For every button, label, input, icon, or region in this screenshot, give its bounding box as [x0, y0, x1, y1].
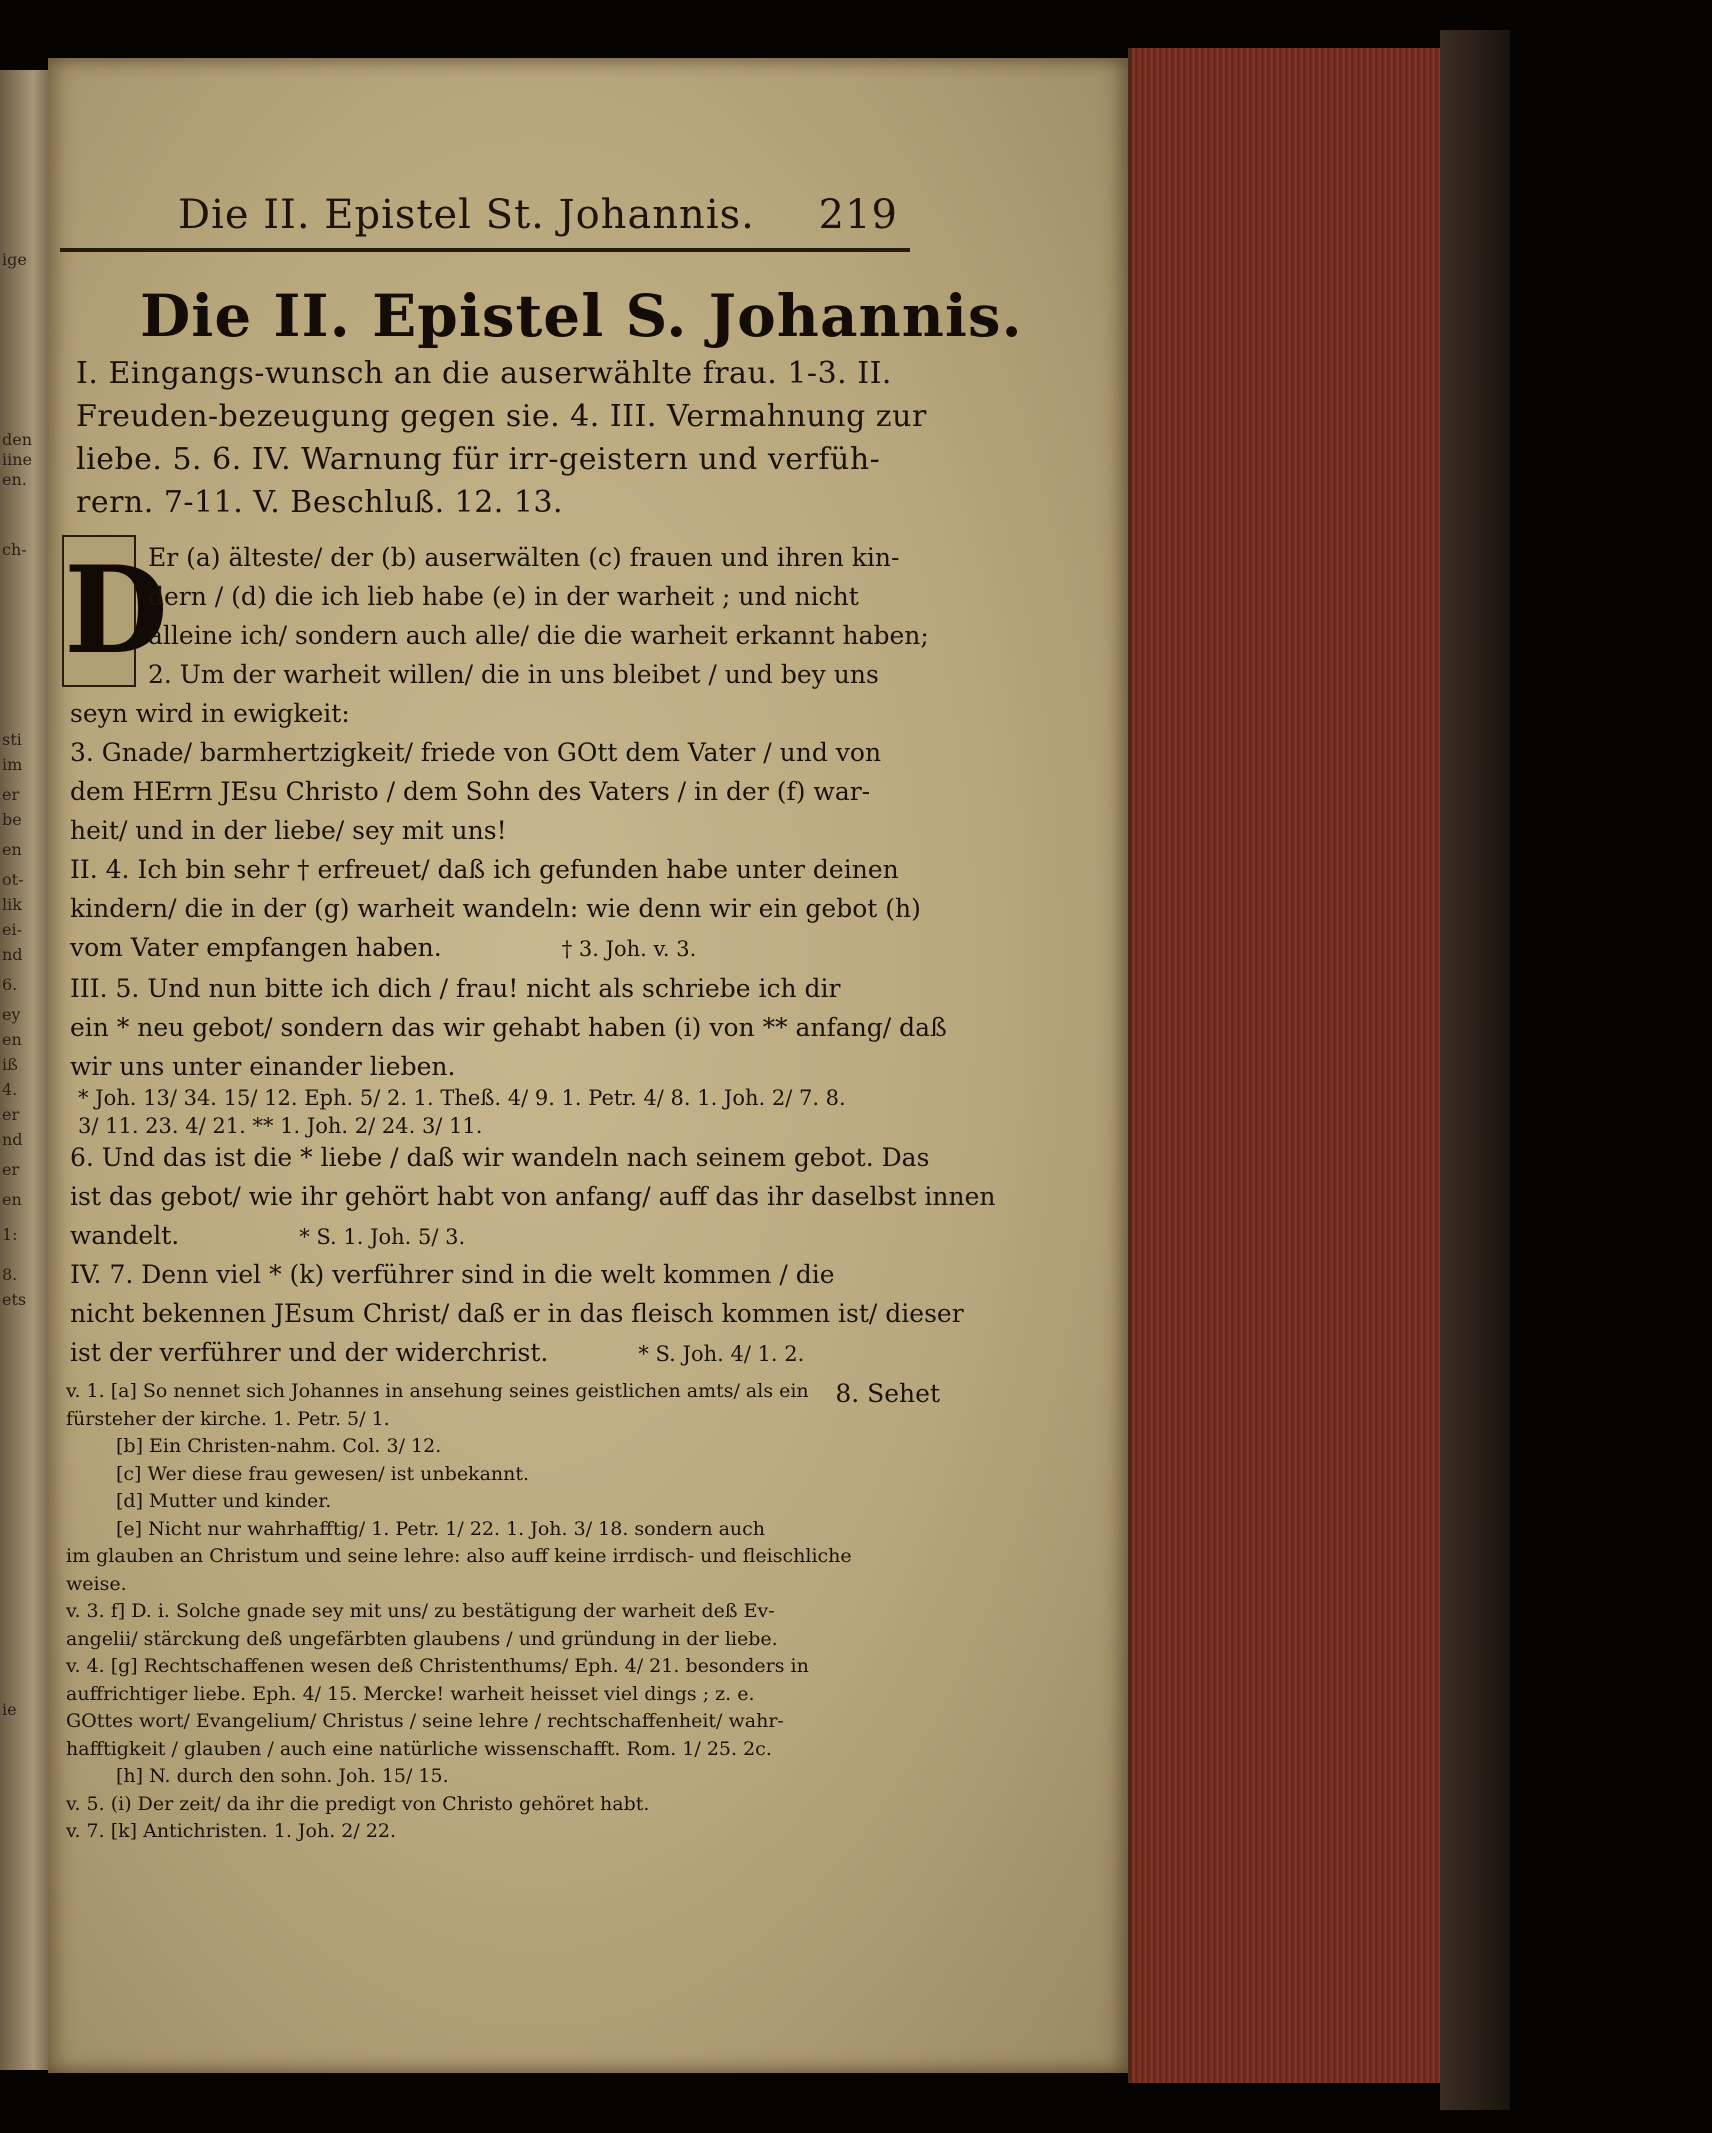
- page-edges: [1128, 48, 1484, 2083]
- footnote-line: [b] Ein Christen-nahm. Col. 3/ 12.: [116, 1435, 442, 1457]
- footnotes: [66, 1378, 966, 1846]
- summary-line: rern. 7-11. V. Beschluß. 12. 13.: [76, 485, 564, 520]
- verse-line: 2. Um der warheit willen/ die in uns bleibet / und bey uns: [148, 660, 879, 689]
- verse-text: wandelt.: [70, 1221, 180, 1250]
- facing-page-fragment: er: [2, 785, 20, 804]
- facing-page-fragment: 6.: [2, 975, 18, 994]
- facing-page-fragment: en: [2, 1190, 22, 1209]
- footnote-line: v. 1. [a] So nennet sich Johannes in ansehung seines geistlichen amts/ als ein: [66, 1380, 809, 1402]
- facing-page-fragment: ey: [2, 1005, 21, 1024]
- footnote-line: auffrichtiger liebe. Eph. 4/ 15. Mercke! warheit heisset viel dings ; z. e.: [66, 1682, 755, 1705]
- footnote-line: hafftigkeit / glauben / auch eine natürliche wissenschafft. Rom. 1/ 25. 2c.: [66, 1737, 772, 1760]
- facing-page-fragment: nd: [2, 945, 23, 964]
- cross-reference: 3/ 11. 23. 4/ 21. ** 1. Joh. 2/ 24. 3/ 11.: [78, 1114, 483, 1138]
- cross-reference: * S. Joh. 4/ 1. 2.: [638, 1342, 805, 1366]
- facing-page-fragment: iine: [2, 450, 33, 469]
- verse-text: ist der verführer und der widerchrist.: [70, 1338, 549, 1367]
- verse-line: [70, 928, 950, 969]
- running-head: [178, 192, 898, 238]
- chapter-title: Die II. Epistel S. Johannis.: [140, 282, 1023, 350]
- verse-line: seyn wird in ewigkeit:: [70, 699, 350, 728]
- footnote-line: v. 7. [k] Antichristen. 1. Joh. 2/ 22.: [66, 1820, 397, 1842]
- footnote-line: GOttes wort/ Evangelium/ Christus / seine lehre / rechtschaffenheit/ wahr-: [66, 1710, 784, 1732]
- verse-line: [70, 1216, 950, 1257]
- verse-6: [70, 1138, 996, 1257]
- facing-page-fragment: lik: [2, 895, 22, 914]
- footnote-line: [h] N. durch den sohn. Joh. 15/ 15.: [116, 1765, 449, 1787]
- facing-page-fragment: er: [2, 1160, 20, 1179]
- footnote-line: weise.: [66, 1572, 127, 1595]
- verse-line: ein * neu gebot/ sondern das wir gehabt haben (i) von ** anfang/ daß: [70, 1013, 947, 1042]
- footnote-line: fürsteher der kirche. 1. Petr. 5/ 1.: [66, 1407, 390, 1430]
- verse-line: III. 5. Und nun bitte ich dich / frau! nicht als schriebe ich dir: [70, 974, 841, 1003]
- facing-page-fragment: ige: [2, 250, 27, 269]
- facing-page-fragment: ets: [2, 1290, 27, 1309]
- footnote-line: [e] Nicht nur wahrhafftig/ 1. Petr. 1/ 22. 1. Joh. 3/ 18. sondern auch: [116, 1517, 766, 1540]
- facing-page-fragment: den: [2, 430, 33, 449]
- footnote-line: [d] Mutter und kinder.: [116, 1490, 332, 1512]
- chapter-summary: [76, 352, 936, 524]
- verses-3-5: [70, 733, 950, 1086]
- verse-line: ist das gebot/ wie ihr gehört habt von anfang/ auff das ihr daselbst innen: [70, 1182, 996, 1211]
- cross-references-verse-5: [70, 1084, 950, 1140]
- facing-page-fragment: en: [2, 1030, 22, 1049]
- cross-reference: * S. 1. Joh. 5/ 3.: [299, 1225, 466, 1249]
- facing-page-fragment: sti: [2, 730, 22, 749]
- footnote-line: v. 5. (i) Der zeit/ da ihr die predigt von Christo gehöret habt.: [66, 1792, 650, 1815]
- book-cover: [1440, 30, 1510, 2110]
- footnote-line: v. 4. [g] Rechtschaffenen wesen deß Christenthums/ Eph. 4/ 21. besonders in: [66, 1655, 809, 1677]
- summary-line: Freuden-bezeugung gegen sie. 4. III. Vermahnung zur: [76, 399, 927, 434]
- facing-page-fragment: im: [2, 755, 23, 774]
- header-rule: [60, 248, 910, 252]
- cross-reference: † 3. Joh. v. 3.: [561, 937, 697, 961]
- verse-line: 3. Gnade/ barmhertzigkeit/ friede von GOtt dem Vater / und von: [70, 738, 882, 767]
- facing-page-fragment: 8.: [2, 1265, 18, 1284]
- verse-line: IV. 7. Denn viel * (k) verführer sind in die welt kommen / die: [70, 1260, 835, 1289]
- facing-page-fragment: en: [2, 840, 22, 859]
- verse-text: vom Vater empfangen haben.: [70, 933, 442, 962]
- running-head-title: Die II. Epistel St. Johannis.: [178, 192, 755, 238]
- facing-page-fragment: iß: [2, 1055, 18, 1074]
- catchword: 8. Sehet: [835, 1379, 940, 1408]
- verse-line: 6. Und das ist die * liebe / daß wir wandeln nach seinem gebot. Das: [70, 1143, 930, 1172]
- verse-line: alleine ich/ sondern auch alle/ die die warheit erkannt haben;: [148, 621, 929, 650]
- verse-line: heit/ und in der liebe/ sey mit uns!: [70, 816, 507, 845]
- facing-page-fragment: ie: [2, 1700, 17, 1719]
- facing-page-fragment: ch-: [2, 540, 27, 559]
- facing-page-fragment: ei-: [2, 920, 22, 939]
- facing-page-fragment: er: [2, 1105, 20, 1124]
- summary-line: liebe. 5. 6. IV. Warnung für irr-geistern und verfüh-: [76, 442, 881, 477]
- footnote-line: v. 3. f] D. i. Solche gnade sey mit uns/ zu bestätigung der warheit deß Ev-: [66, 1600, 775, 1622]
- verse-line: II. 4. Ich bin sehr † erfreuet/ daß ich gefunden habe unter deinen: [70, 855, 899, 884]
- footnote-line: angelii/ stärckung deß ungefärbten glaubens / und gründung in der liebe.: [66, 1627, 778, 1650]
- page-number: 219: [818, 192, 898, 238]
- facing-page-fragment: 4.: [2, 1080, 18, 1099]
- facing-page-fragment: nd: [2, 1130, 23, 1149]
- verse-line: kindern/ die in der (g) warheit wandeln: wie denn wir ein gebot (h): [70, 894, 921, 923]
- verse-line: dern / (d) die ich lieb habe (e) in der warheit ; und nicht: [148, 582, 859, 611]
- verses-1-2: [70, 538, 950, 733]
- facing-page-fragment: ot-: [2, 870, 24, 889]
- facing-page-fragment: be: [2, 810, 22, 829]
- verse-line: nicht bekennen JEsum Christ/ daß er in das fleisch kommen ist/ dieser: [70, 1299, 964, 1328]
- decorated-initial: D: [62, 535, 136, 687]
- cross-reference: * Joh. 13/ 34. 15/ 12. Eph. 5/ 2. 1. Theß. 4/ 9. 1. Petr. 4/ 8. 1. Joh. 2/ 7. 8.: [78, 1086, 846, 1110]
- footnote-line: im glauben an Christum und seine lehre: also auff keine irrdisch- und fleischliche: [66, 1545, 852, 1567]
- facing-page-fragment: en.: [2, 470, 27, 489]
- verse-line: dem HErrn JEsu Christo / dem Sohn des Vaters / in der (f) war-: [70, 777, 871, 806]
- verse-line: Er (a) älteste/ der (b) auserwälten (c) frauen und ihren kin-: [148, 543, 900, 572]
- summary-line: I. Eingangs-wunsch an die auserwählte frau. 1-3. II.: [76, 356, 892, 391]
- facing-page-fragment: 1:: [2, 1225, 18, 1244]
- verse-line: wir uns unter einander lieben.: [70, 1052, 456, 1081]
- verse-line: [70, 1333, 950, 1374]
- footnote-line: [c] Wer diese frau gewesen/ ist unbekannt.: [116, 1462, 530, 1485]
